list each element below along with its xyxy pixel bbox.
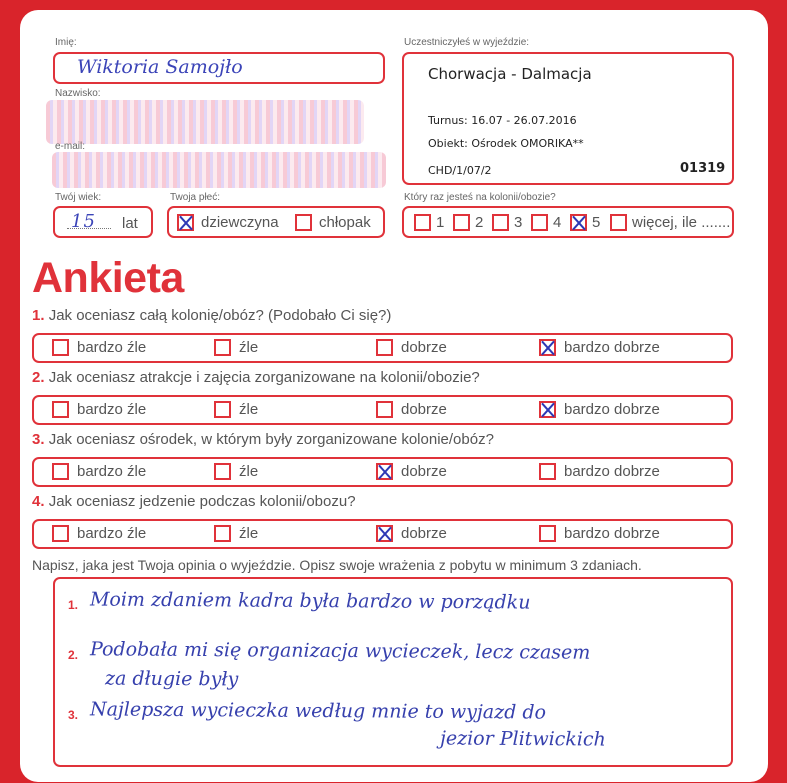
question-text: Jak oceniasz atrakcje i zajęcia zorganizowane na kolonii/obozie?: [48, 369, 480, 386]
answer-row-2: [32, 395, 733, 425]
answer-label: źle: [239, 463, 259, 480]
question-number: 3.: [32, 431, 45, 448]
question-text: Jak oceniasz ośrodek, w którym były zorganizowane kolonie/obóz?: [48, 431, 494, 448]
answer-checkbox-3-3[interactable]: [376, 463, 393, 480]
answer-checkbox-1-4[interactable]: [539, 339, 556, 356]
answer-checkbox-1-3[interactable]: [376, 339, 393, 356]
age-field[interactable]: [53, 206, 153, 238]
times-label-more: więcej, ile .......: [632, 214, 731, 231]
opinion-line-number: 1.: [68, 598, 79, 612]
answer-checkbox-3-4[interactable]: [539, 463, 556, 480]
answer-label: bardzo źle: [77, 525, 147, 542]
trip-box: [402, 52, 734, 185]
gender-label-boy: chłopak: [319, 214, 371, 231]
redacted-last-name: [46, 100, 364, 144]
redacted-email: [52, 152, 386, 188]
answer-label: bardzo dobrze: [564, 339, 660, 356]
times-checkbox-1[interactable]: [414, 214, 431, 231]
times-checkbox-3[interactable]: [492, 214, 509, 231]
question-2: [32, 369, 480, 386]
answer-label: źle: [239, 401, 259, 418]
question-number: 2.: [32, 369, 45, 386]
answer-row-1: [32, 333, 733, 363]
question-1: [32, 307, 391, 324]
answer-checkbox-1-1[interactable]: [52, 339, 69, 356]
gender-checkbox-girl[interactable]: [177, 214, 194, 231]
trip-turnus: Turnus: 16.07 - 26.07.2016: [428, 114, 577, 127]
answer-row-4: [32, 519, 733, 549]
opinion-line-text: jezior Plitwickich: [439, 727, 606, 751]
answer-label: źle: [239, 339, 259, 356]
answer-label: dobrze: [401, 525, 447, 542]
answer-label: bardzo źle: [77, 401, 147, 418]
gender-label-girl: dziewczyna: [201, 214, 279, 231]
answer-label: bardzo źle: [77, 339, 147, 356]
question-4: [32, 493, 356, 510]
answer-checkbox-2-2[interactable]: [214, 401, 231, 418]
gender-field: [167, 206, 385, 238]
answer-checkbox-4-1[interactable]: [52, 525, 69, 542]
opinion-prompt: Napisz, jaka jest Twoja opinia o wyjeździe. Opisz swoje wrażenia z pobytu w minimum 3 zdaniach.: [32, 557, 642, 573]
answer-checkbox-4-4[interactable]: [539, 525, 556, 542]
opinion-line-text: Moim zdaniem kadra była bardzo w porządku: [89, 588, 531, 614]
opinion-line-number: 3.: [68, 708, 79, 722]
times-label-5: 5: [592, 214, 601, 231]
answer-checkbox-2-1[interactable]: [52, 401, 69, 418]
answer-label: dobrze: [401, 339, 447, 356]
times-label-4: 4: [553, 214, 562, 231]
trip-object: Obiekt: Ośrodek OMORIKA**: [428, 137, 584, 150]
answer-label: dobrze: [401, 463, 447, 480]
gender-label: Twoja płeć:: [170, 192, 221, 203]
answer-row-3: [32, 457, 733, 487]
first-name-label: Imię:: [55, 37, 77, 48]
answer-checkbox-2-3[interactable]: [376, 401, 393, 418]
opinion-line-text: za długie były: [104, 667, 239, 691]
opinion-line-text: Podobała mi się organizacja wycieczek, lecz czasem: [89, 638, 591, 664]
trip-label: Uczestniczyłeś w wyjeździe:: [404, 37, 530, 48]
first-name-value: Wiktoria Samojło: [77, 56, 243, 78]
answer-checkbox-2-4[interactable]: [539, 401, 556, 418]
times-checkbox-2[interactable]: [453, 214, 470, 231]
trip-number: 01319: [680, 161, 726, 176]
question-number: 1.: [32, 307, 45, 324]
times-checkbox-5[interactable]: [570, 214, 587, 231]
question-number: 4.: [32, 493, 45, 510]
times-field: [402, 206, 734, 238]
answer-label: bardzo źle: [77, 463, 147, 480]
answer-label: bardzo dobrze: [564, 401, 660, 418]
answer-label: źle: [239, 525, 259, 542]
answer-checkbox-3-2[interactable]: [214, 463, 231, 480]
answer-checkbox-3-1[interactable]: [52, 463, 69, 480]
answer-label: bardzo dobrze: [564, 463, 660, 480]
answer-checkbox-4-3[interactable]: [376, 525, 393, 542]
age-label: Twój wiek:: [55, 192, 102, 203]
answer-checkbox-4-2[interactable]: [214, 525, 231, 542]
question-3: [32, 431, 494, 448]
times-label-3: 3: [514, 214, 523, 231]
times-checkbox-more[interactable]: [610, 214, 627, 231]
first-name-field[interactable]: [53, 52, 385, 84]
age-dotted-line: [67, 228, 111, 229]
times-label-2: 2: [475, 214, 484, 231]
question-text: Jak oceniasz jedzenie podczas kolonii/obozu?: [48, 493, 356, 510]
answer-checkbox-1-2[interactable]: [214, 339, 231, 356]
opinion-line-text: Najlepsza wycieczka według mnie to wyjazd do: [89, 698, 547, 724]
trip-name: Chorwacja - Dalmacja: [428, 65, 592, 83]
times-checkbox-4[interactable]: [531, 214, 548, 231]
last-name-label: Nazwisko:: [55, 88, 101, 99]
times-label-1: 1: [436, 214, 445, 231]
opinion-line-number: 2.: [68, 648, 79, 662]
trip-code: CHD/1/07/2: [428, 164, 492, 177]
answer-label: dobrze: [401, 401, 447, 418]
email-label: e-mail:: [55, 141, 86, 152]
gender-checkbox-boy[interactable]: [295, 214, 312, 231]
answer-label: bardzo dobrze: [564, 525, 660, 542]
age-unit: lat: [122, 215, 138, 232]
question-text: Jak oceniasz całą kolonię/obóz? (Podobało Ci się?): [48, 307, 392, 324]
age-value: 15: [71, 211, 96, 232]
times-label: Który raz jesteś na kolonii/obozie?: [404, 192, 556, 203]
survey-title: Ankieta: [32, 254, 184, 302]
